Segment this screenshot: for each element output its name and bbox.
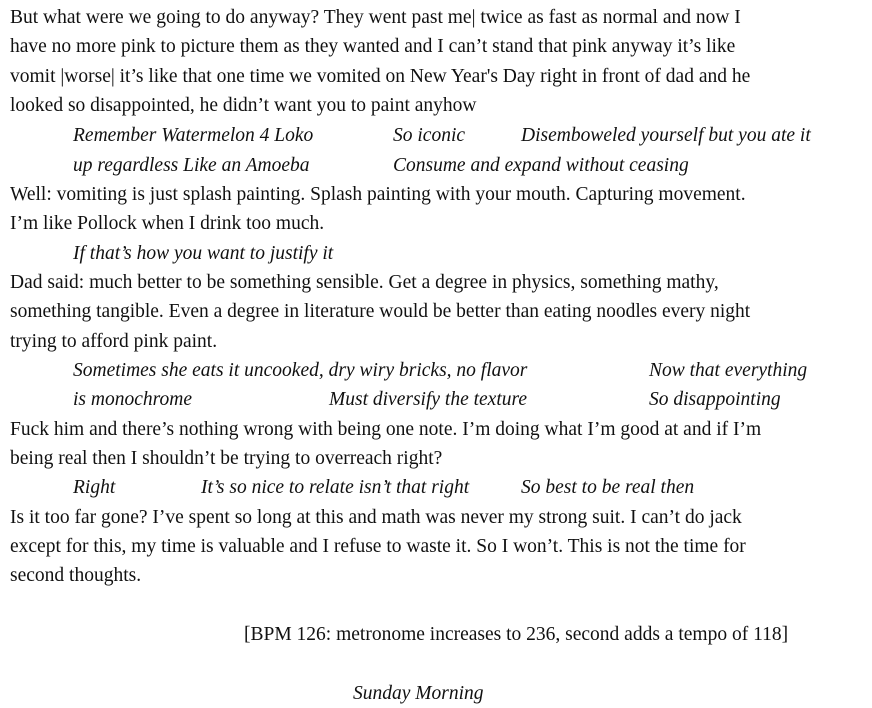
prose-line: trying to afford pink paint.	[10, 331, 218, 352]
section-title: Sunday Morning	[353, 683, 484, 704]
aside-text: Consume and expand without ceasing	[393, 155, 689, 176]
aside-text: So disappointing	[649, 389, 781, 410]
aside-text: Remember Watermelon 4 Loko	[73, 125, 314, 146]
prose-line: Is it too far gone? I’ve spent so long at this and math was never my strong suit. I can’t do jack	[10, 507, 742, 528]
aside-text: up regardless Like an Amoeba	[73, 155, 310, 176]
prose-line: have no more pink to picture them as they wanted and I can’t stand that pink anyway it’s like	[10, 36, 736, 57]
prose-line: except for this, my time is valuable and I refuse to waste it. So I won’t. This is not the time for	[10, 536, 746, 557]
stage-direction: [BPM 126: metronome increases to 236, second adds a tempo of 118]	[244, 624, 789, 645]
prose-line: Well: vomiting is just splash painting. Splash painting with your mouth. Capturing movement.	[10, 184, 746, 205]
aside-text: If that’s how you want to justify it	[73, 243, 334, 264]
prose-line: Dad said: much better to be something sensible. Get a degree in physics, something mathy,	[10, 272, 719, 293]
prose-line: something tangible. Even a degree in literature would be better than eating noodles every night	[10, 301, 751, 322]
aside-text: Disemboweled yourself but you ate it	[521, 125, 811, 146]
prose-line: Fuck him and there’s nothing wrong with being one note. I’m doing what I’m good at and if I’m	[10, 419, 762, 440]
aside-text: Must diversify the texture	[329, 389, 528, 410]
prose-line: vomit |worse| it’s like that one time we vomited on New Year's Day right in front of dad and he	[10, 66, 751, 87]
prose-line: But what were we going to do anyway? They went past me| twice as fast as normal and now I	[10, 7, 741, 28]
aside-text: So iconic	[393, 125, 466, 146]
aside-text: Now that everything	[649, 360, 808, 381]
aside-text: It’s so nice to relate isn’t that right	[201, 477, 470, 498]
aside-text: Right	[73, 477, 116, 498]
prose-line: second thoughts.	[10, 565, 142, 586]
prose-line: I’m like Pollock when I drink too much.	[10, 213, 325, 234]
aside-text: Sometimes she eats it uncooked, dry wiry bricks, no flavor	[73, 360, 528, 381]
prose-line: looked so disappointed, he didn’t want you to paint anyhow	[10, 95, 477, 116]
aside-text: is monochrome	[73, 389, 192, 410]
aside-text: So best to be real then	[521, 477, 695, 498]
prose-line: being real then I shouldn’t be trying to overreach right?	[10, 448, 443, 469]
